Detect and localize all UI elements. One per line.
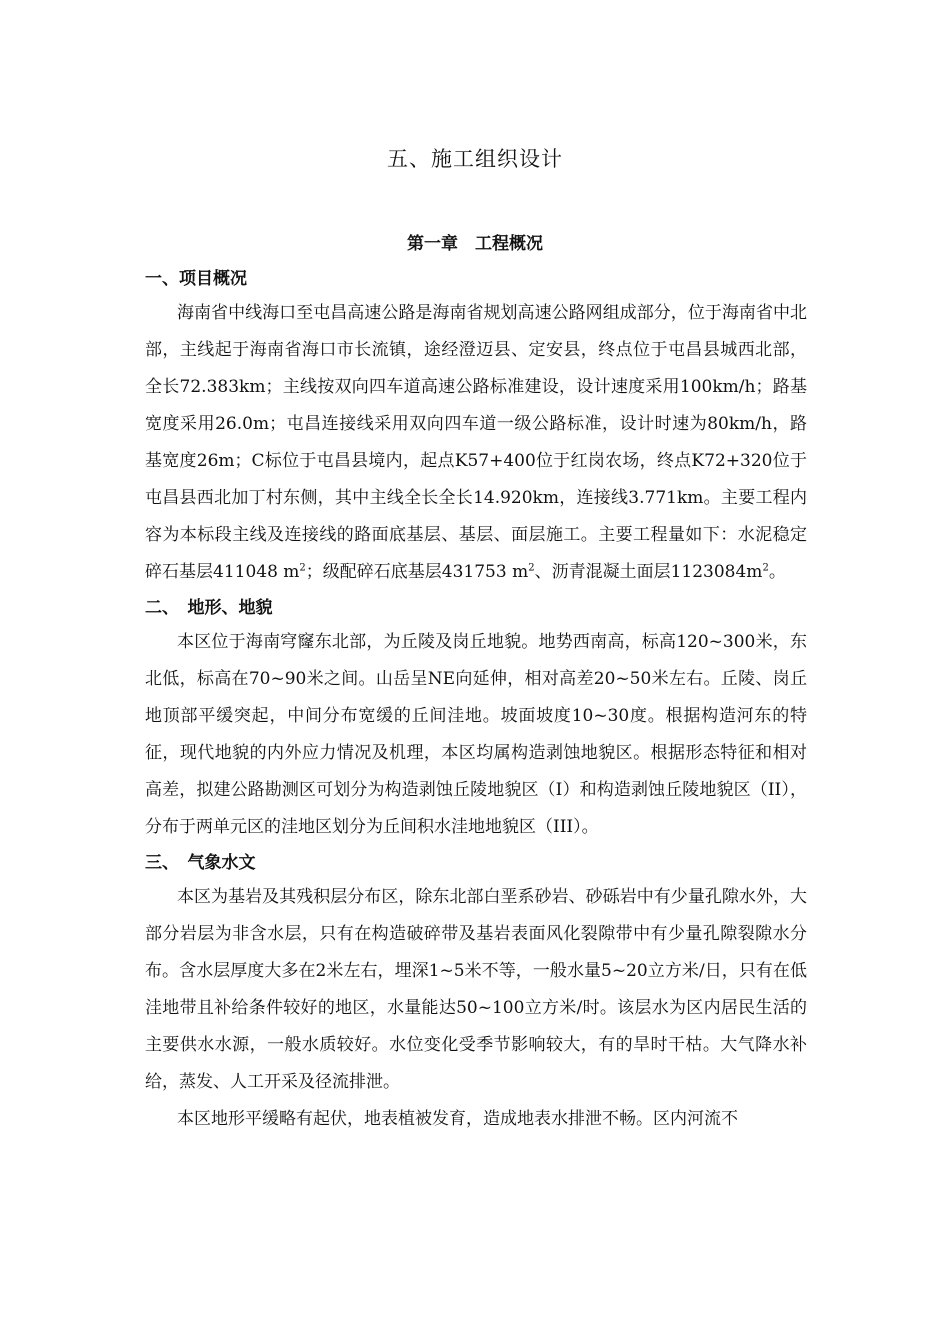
superscript: 2 <box>762 562 769 574</box>
document-title: 五、施工组织设计 <box>387 147 563 171</box>
paragraph-text: ；级配碎石底基层431753 m <box>305 562 529 582</box>
section-heading-hydrology: 三、 气象水文 <box>145 853 256 873</box>
paragraph-terrain: 本区位于海南穹窿东北部，为丘陵及岗丘地貌。地势西南高，标高120~300米，东北低，标高在70~90米之间。山岳呈NE向延伸，相对高差20~50米左右。丘陵、岗丘地顶部平缓突起，中间分布宽缓的丘间洼地。坡面坡度10~30度。根据构造河东的特征，现代地貌的内外应力情况及机理，本区均属构造剥蚀地貌区。根据形态特征和相对高差，拟建公路勘测区可划分为构造剥蚀丘陵地貌区（I）和构造剥蚀丘陵地貌区（II），分布于两单元区的洼地区划分为丘间积水洼地地貌区（III）。 <box>145 632 807 837</box>
section-heading-terrain: 二、 地形、地貌 <box>145 598 273 618</box>
paragraph-project-overview <box>145 295 807 591</box>
chapter-title: 第一章 工程概况 <box>407 234 543 254</box>
paragraph-text: 海南省中线海口至屯昌高速公路是海南省规划高速公路网组成部分，位于海南省中北部，主线起于海南省海口市长流镇，途经澄迈县、定安县，终点位于屯昌县城西北部，全长72.383km；主线按双向四车道高速公路标准建设，设计速度采用100km/h；路基宽度采用26.0m；屯昌连接线采用双向四车道一级公路标准，设计时速为80km/h，路基宽度26m；C标位于屯昌县境内，起点K57+400位于红岗农场，终点K72+320位于屯昌县西北加丁村东侧，其中主线全长全长14.920km，连接线3.771km。主要工程内容为本标段主线及连接线的路面底基层、基层、面层施工。主要工程量如下：水泥稳定碎石基层411048 m <box>145 303 807 582</box>
paragraph-hydrology-2: 本区地形平缓略有起伏，地表植被发育，造成地表水排泄不畅。区内河流不 <box>177 1109 738 1129</box>
paragraph-text: 、沥青混凝土面层1123084m <box>534 562 763 582</box>
paragraph-hydrology-1: 本区为基岩及其残积层分布区，除东北部白垩系砂岩、砂砾岩中有少量孔隙水外，大部分岩层为非含水层，只有在构造破碎带及基岩表面风化裂隙带中有少量孔隙裂隙水分布。含水层厚度大多在2米左右，埋深1~5米不等，一般水量5~20立方米/日，只有在低洼地带且补给条件较好的地区，水量能达50~100立方米/时。该层水为区内居民生活的主要供水水源，一般水质较好。水位变化受季节影响较大，有的旱时干枯。大气降水补给，蒸发、人工开采及径流排泄。 <box>145 887 807 1092</box>
superscript: 2 <box>528 562 535 574</box>
paragraph-text: 。 <box>768 562 786 582</box>
superscript: 2 <box>299 562 306 574</box>
section-heading-project-overview: 一、项目概况 <box>145 269 247 289</box>
document-body <box>145 264 807 1138</box>
